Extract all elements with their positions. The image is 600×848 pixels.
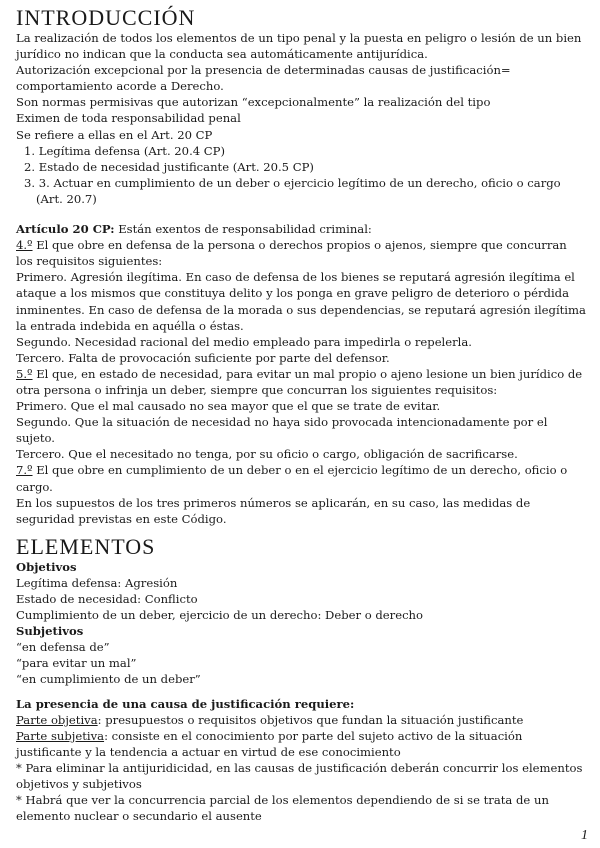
intro-paragraph: Son normas permisivas que autorizan “excepcionalmente” la realización del tipo: [16, 95, 491, 110]
subjective-part-label: Parte subjetiva: [16, 728, 105, 743]
requirement-paragraph: Primero. Agresión ilegítima. En caso de defensa de los bienes se reputará agresión ilegítima el ataque a los mismos que constituya delito y los ponga en grave peligro de deterioro o pérdida inminentes. En caso de defensa de la morada o sus dependencias, se reputará agresión ilegítima la entrada indebida en aquélla o éstas.: [16, 270, 586, 333]
section-number: 4.º: [16, 238, 33, 253]
article-section-4: [16, 237, 586, 269]
page-number: 1: [581, 828, 588, 843]
subjective-element: “en defensa de”: [16, 640, 110, 655]
subjective-part-text: : consiste en el conocimiento por parte del sujeto activo de la situación justificante y la tendencia a actuar en virtud de ese conocimiento: [16, 728, 523, 759]
requirement-paragraph: Primero. Que el mal causado no sea mayor que el que se trate de evitar.: [16, 399, 441, 414]
section-text: El que obre en cumplimiento de un deber o en el ejercicio legítimo de un derecho, oficio o cargo.: [16, 463, 568, 494]
note: * Habrá que ver la concurrencia parcial de los elementos dependiendo de si se trata de un elemento nuclear o secundario el ausente: [16, 793, 549, 824]
requirement-paragraph: Tercero. Que el necesitado no tenga, por su oficio o cargo, obligación de sacrificarse.: [16, 447, 518, 462]
section-number: 5.º: [16, 366, 33, 381]
objetivos-heading: Objetivos: [16, 559, 77, 574]
list-item: 3. 3. Actuar en cumplimiento de un deber o ejercicio legítimo de un derecho, oficio o cargo (Art. 20.7): [24, 175, 561, 206]
objective-element: Cumplimiento de un deber, ejercicio de un derecho: Deber o derecho: [16, 608, 424, 623]
justification-causes-list: [16, 143, 586, 207]
objective-element: Legítima defensa: Agresión: [16, 575, 178, 590]
objective-part-label: Parte objetiva: [16, 712, 98, 727]
subjective-part: [16, 728, 586, 760]
elementos-title: ELEMENTOS: [16, 533, 156, 559]
section-number: 7.º: [16, 463, 33, 478]
objective-part: [16, 712, 586, 728]
subjetivos-heading: Subjetivos: [16, 624, 84, 639]
intro-paragraph: Se refiere a ellas en el Art. 20 CP: [16, 127, 213, 142]
article-section-5: [16, 366, 586, 398]
objective-part-text: : presupuestos o requisitos objetivos que fundan la situación justificante: [97, 712, 524, 727]
subjective-element: “en cumplimiento de un deber”: [16, 672, 201, 687]
requirement-paragraph: Tercero. Falta de provocación suficiente por parte del defensor.: [16, 350, 390, 365]
requirement-paragraph: Segundo. Necesidad racional del medio empleado para impedirla o repelerla.: [16, 334, 472, 349]
list-item: 2. Estado de necesidad justificante (Art. 20.5 CP): [24, 159, 314, 174]
article-closing: En los supuestos de los tres primeros números se aplicarán, en su caso, las medidas de seguridad previstas en este Código.: [16, 495, 531, 526]
section-text: El que, en estado de necesidad, para evitar un mal propio o ajeno lesione un bien jurídico de otra persona o infrinja un deber, siempre que concurran los siguientes requisitos:: [16, 366, 583, 397]
note: * Para eliminar la antijuridicidad, en las causas de justificación deberán concurrir los elementos objetivos y subjetivos: [16, 760, 583, 792]
article-lead: Artículo 20 CP:: [16, 222, 115, 237]
list-item: 1. Legítima defensa (Art. 20.4 CP): [24, 143, 226, 158]
article-lead-rest: Están exentos de responsabilidad criminal:: [114, 222, 372, 237]
requirement-paragraph: Segundo. Que la situación de necesidad no haya sido provocada intencionadamente por el sujeto.: [16, 415, 548, 446]
section-text: El que obre en defensa de la persona o derechos propios o ajenos, siempre que concurran los requisitos siguientes:: [16, 238, 567, 269]
objective-element: Estado de necesidad: Conflicto: [16, 592, 198, 606]
spacer: [16, 688, 586, 696]
article-heading: [16, 221, 586, 237]
intro-paragraph: Eximen de toda responsabilidad penal: [16, 111, 241, 126]
intro-paragraph: Autorización excepcional por la presencia de determinadas causas de justificación= comportamiento acorde a Derecho.: [16, 63, 511, 94]
intro-title: INTRODUCCIÓN: [16, 5, 196, 30]
subjective-element: “para evitar un mal”: [16, 656, 137, 671]
spacer: [16, 207, 586, 221]
intro-paragraph: La realización de todos los elementos de un tipo penal y la puesta en peligro o lesión de un bien jurídico no indican que la conducta sea automáticamente antijurídica.: [16, 31, 582, 62]
requirements-heading: La presencia de una causa de justificación requiere:: [16, 696, 355, 711]
article-section-7: [16, 462, 586, 494]
